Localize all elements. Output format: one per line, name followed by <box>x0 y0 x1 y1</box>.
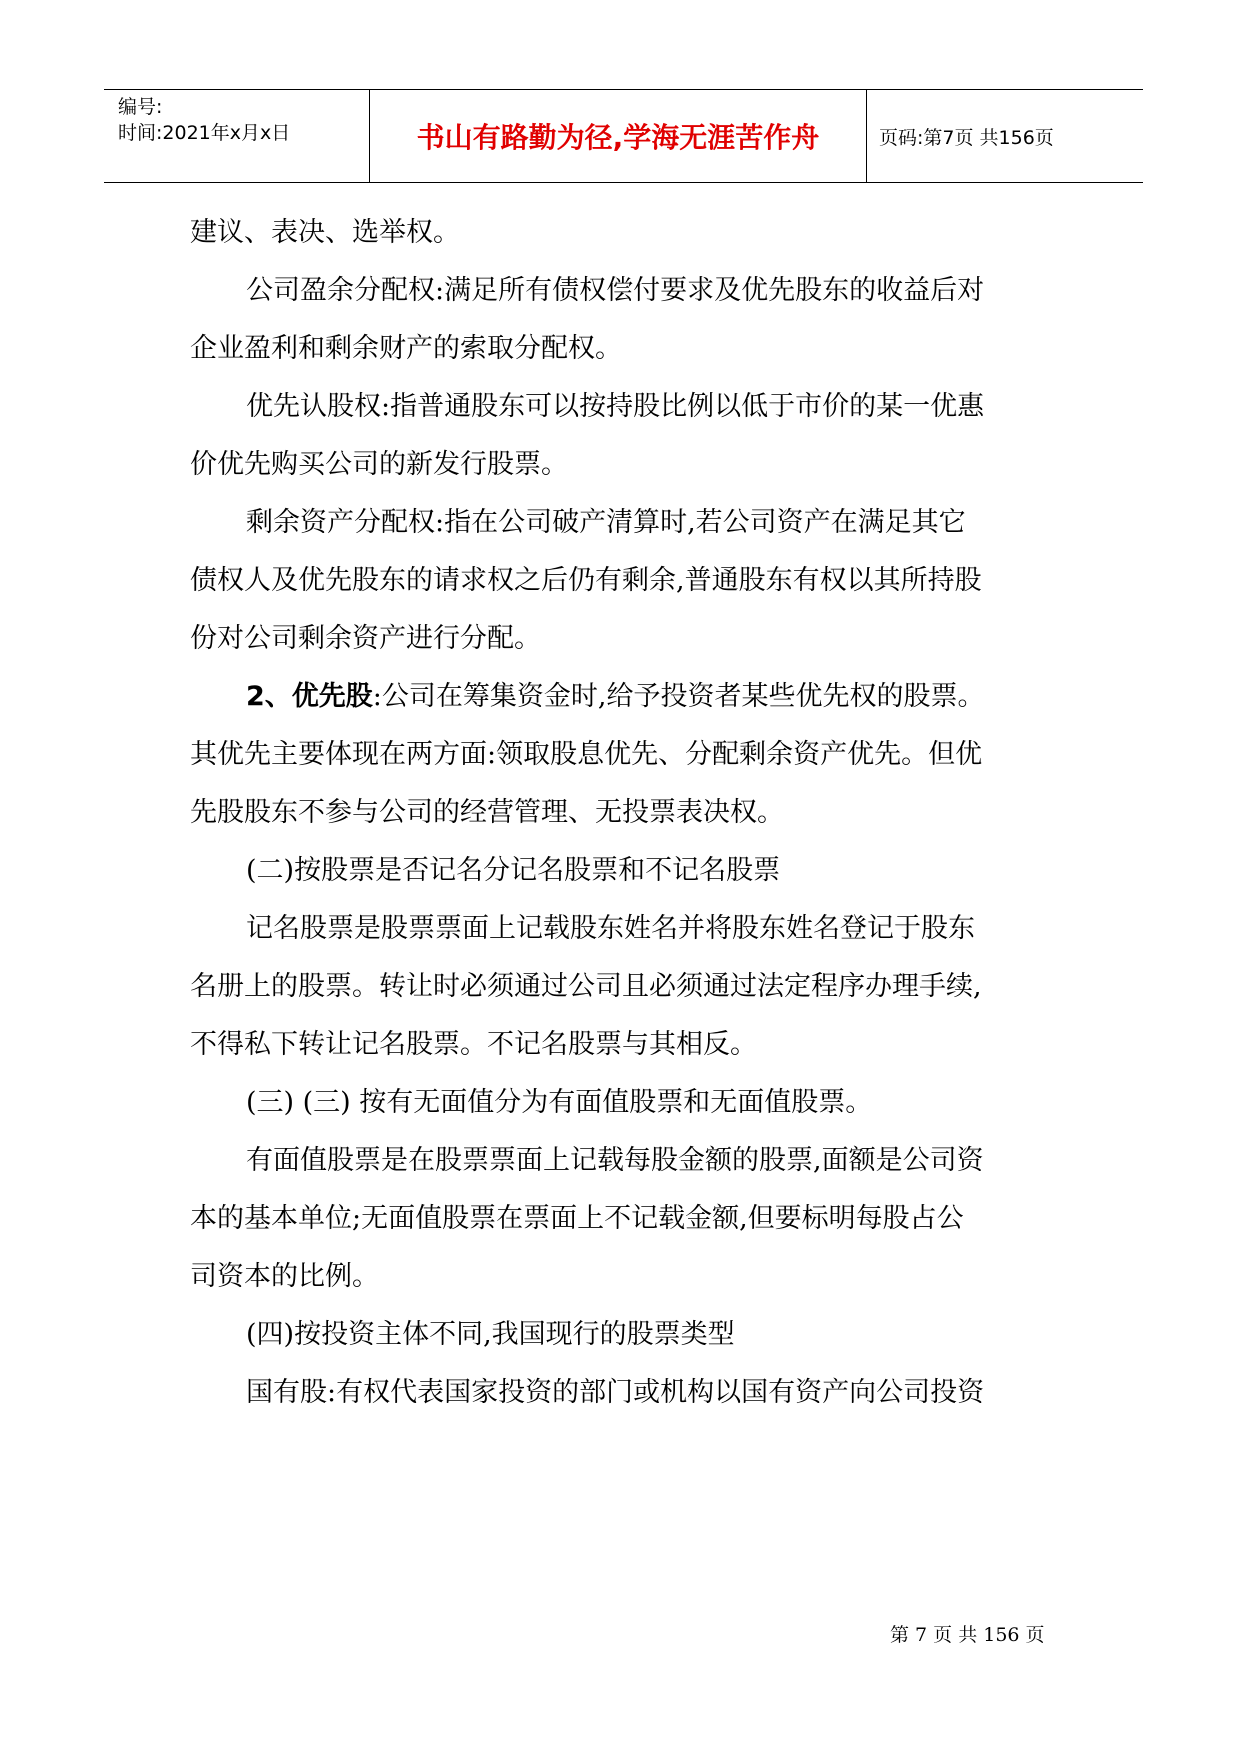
body-line: 其优先主要体现在两方面:领取股息优先、分配剩余资产优先。但优 <box>190 739 983 770</box>
body-line: 份对公司剩余资产进行分配。 <box>190 623 541 654</box>
body-line: 国有股:有权代表国家投资的部门或机构以国有资产向公司投资 <box>246 1377 985 1408</box>
page-footer: 第 7 页 共 156 页 <box>890 1624 1045 1646</box>
header-page-info: 页码:第7页 共156页 <box>879 126 1054 149</box>
section-heading: (三) (三) 按有无面值分为有面值股票和无面值股票。 <box>246 1087 873 1118</box>
document-time-label: 时间:2021年x月x日 <box>118 122 291 144</box>
body-line-preferred-stock <box>246 674 984 713</box>
body-line: 建议、表决、选举权。 <box>190 217 460 248</box>
body-line: 不得私下转让记名股票。不记名股票与其相反。 <box>190 1029 757 1060</box>
body-line: 记名股票是股票票面上记载股东姓名并将股东姓名登记于股东 <box>246 913 975 944</box>
body-line: 债权人及优先股东的请求权之后仍有剩余,普通股东有权以其所持股 <box>190 565 982 596</box>
page-header <box>104 89 1143 183</box>
preferred-stock-heading: 2、优先股 <box>246 681 373 712</box>
body-line: 企业盈利和剩余财产的索取分配权。 <box>190 333 622 364</box>
header-meta <box>104 90 370 182</box>
body-line: 优先认股权:指普通股东可以按持股比例以低于市价的某一优惠 <box>246 391 985 422</box>
body-line: 公司盈余分配权:满足所有债权偿付要求及优先股东的收益后对 <box>246 275 985 306</box>
section-heading: (二)按股票是否记名分记名股票和不记名股票 <box>246 855 781 886</box>
section-heading: (四)按投资主体不同,我国现行的股票类型 <box>246 1319 735 1350</box>
header-motto-cell <box>370 90 867 182</box>
body-line: 本的基本单位;无面值股票在票面上不记载金额,但要标明每股占公 <box>190 1203 964 1234</box>
body-line: 剩余资产分配权:指在公司破产清算时,若公司资产在满足其它 <box>246 507 966 538</box>
document-number-label: 编号: <box>118 96 163 118</box>
body-line: 价优先购买公司的新发行股票。 <box>190 449 568 480</box>
body-line: 名册上的股票。转让时必须通过公司且必须通过法定程序办理手续, <box>190 971 982 1002</box>
body-line: 司资本的比例。 <box>190 1261 379 1292</box>
body-line: 有面值股票是在股票票面上记载每股金额的股票,面额是公司资 <box>246 1145 984 1176</box>
header-motto: 书山有路勤为径,学海无涯苦作舟 <box>416 121 820 154</box>
body-line: 先股股东不参与公司的经营管理、无投票表决权。 <box>190 797 784 828</box>
preferred-stock-definition: :公司在筹集资金时,给予投资者某些优先权的股票。 <box>372 681 985 712</box>
